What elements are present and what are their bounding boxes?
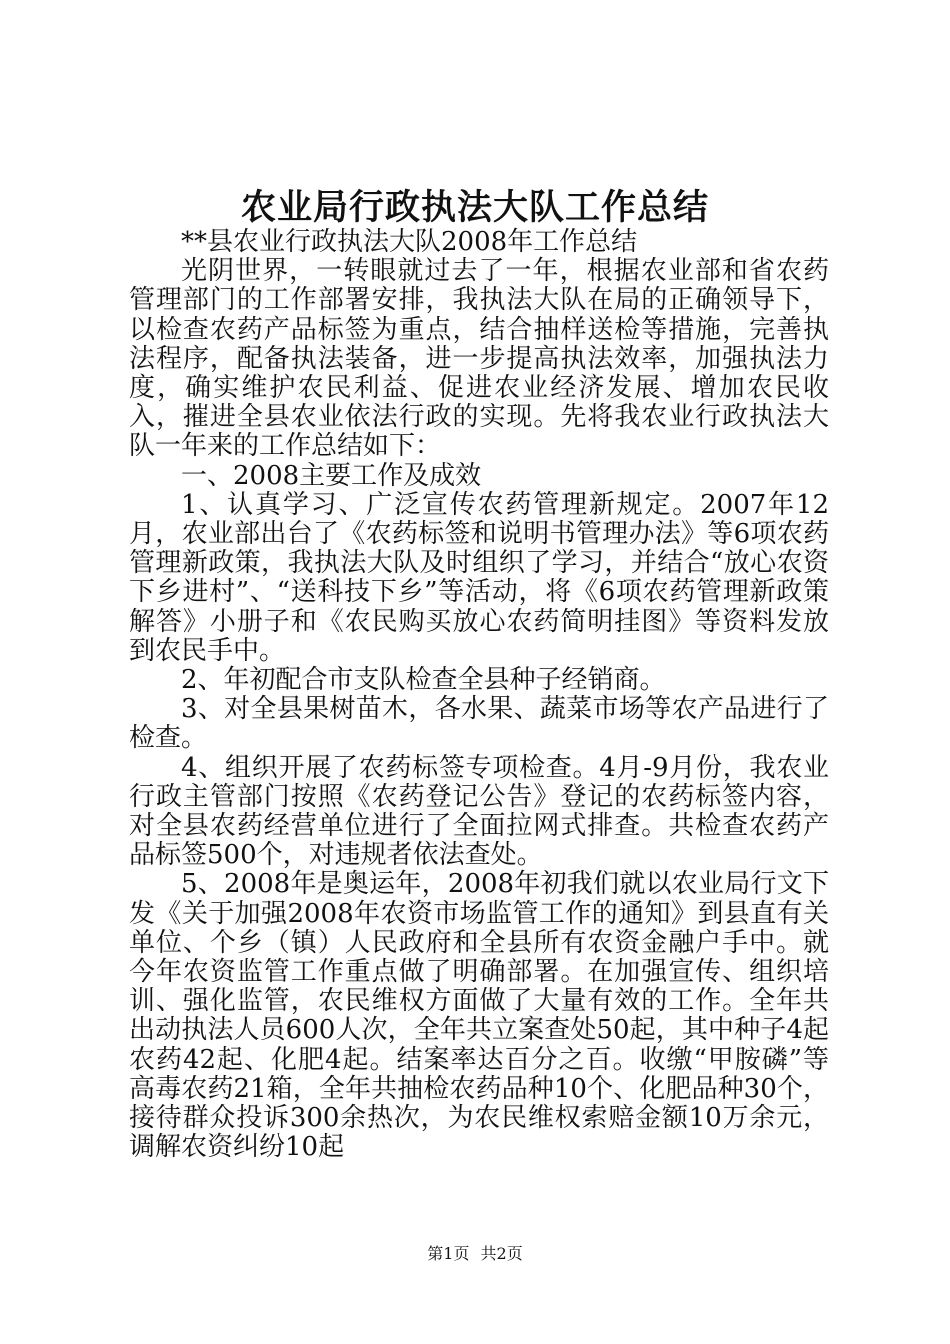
document-title: 农业局行政执法大队工作总结 [240,187,709,228]
item-paragraph-2: 2、年初配合市支队检查全县种子经销商。 [181,665,666,696]
subtitle-paragraph: **县农业行政执法大队2008年工作总结 [181,227,638,257]
section-heading: 一、2008主要工作及成效 [181,460,482,491]
page-footer [0,1242,950,1266]
page-total: 共2页 [480,1244,523,1263]
document-body [129,228,829,1163]
item-paragraph-3: 3、对全县果树苗木，各水果、蔬菜市场等农产品进行了检查。 [129,694,829,754]
page-number: 第1页 [427,1244,470,1263]
item-paragraph-4: 4、组织开展了农药标签专项检查。4月-9月份，我农业行政主管部门按照《农药登记公告》登记的农药标签内容，对全县农药经营单位进行了全面拉网式排查。共检查农药产品标签500个，对违规者依法查处。 [129,752,829,871]
intro-paragraph: 光阴世界，一转眼就过去了一年，根据农业部和省农药管理部门的工作部署安排，我执法大队在局的正确领导下，以检查农药产品标签为重点，结合抽样送检等措施，完善执法程序，配备执法装备，进一步提高执法效率，加强执法力度，确实维护农民利益、促进农业经济发展、增加农民收入，摧进全县农业依法行政的实现。先将我农业行政执法大队一年来的工作总结如下： [129,256,829,462]
item-paragraph-1: 1、认真学习、广泛宣传农药管理新规定。2007年12月，农业部出台了《农药标签和说明书管理办法》等6项农药管理新政策，我执法大队及时组织了学习，并结合“放心农资下乡进村”、“送科技下乡”等活动，将《6项农药管理新政策解答》小册子和《农民购买放心农药简明挂图》等资料发放到农民手中。 [129,489,829,666]
item-paragraph-5: 5、2008年是奥运年，2008年初我们就以农业局行文下发《关于加强2008年农资市场监管工作的通知》到县直有关单位、个乡（镇）人民政府和全县所有农资金融户手中。就今年农资监管工作重点做了明确部署。在加强宣传、组织培训、强化监管，农民维权方面做了大量有效的工作。全年共出动执法人员600人次，全年共立案查处50起，其中种子4起农药42起、化肥4起。结案率达百分之百。收缴“甲胺磷”等高毒农药21箱，全年共抽检农药品种10个、化肥品种30个，接待群众投诉300余热次，为农民维权索赔金额10万余元，调解农资纠纷10起 [129,869,829,1163]
